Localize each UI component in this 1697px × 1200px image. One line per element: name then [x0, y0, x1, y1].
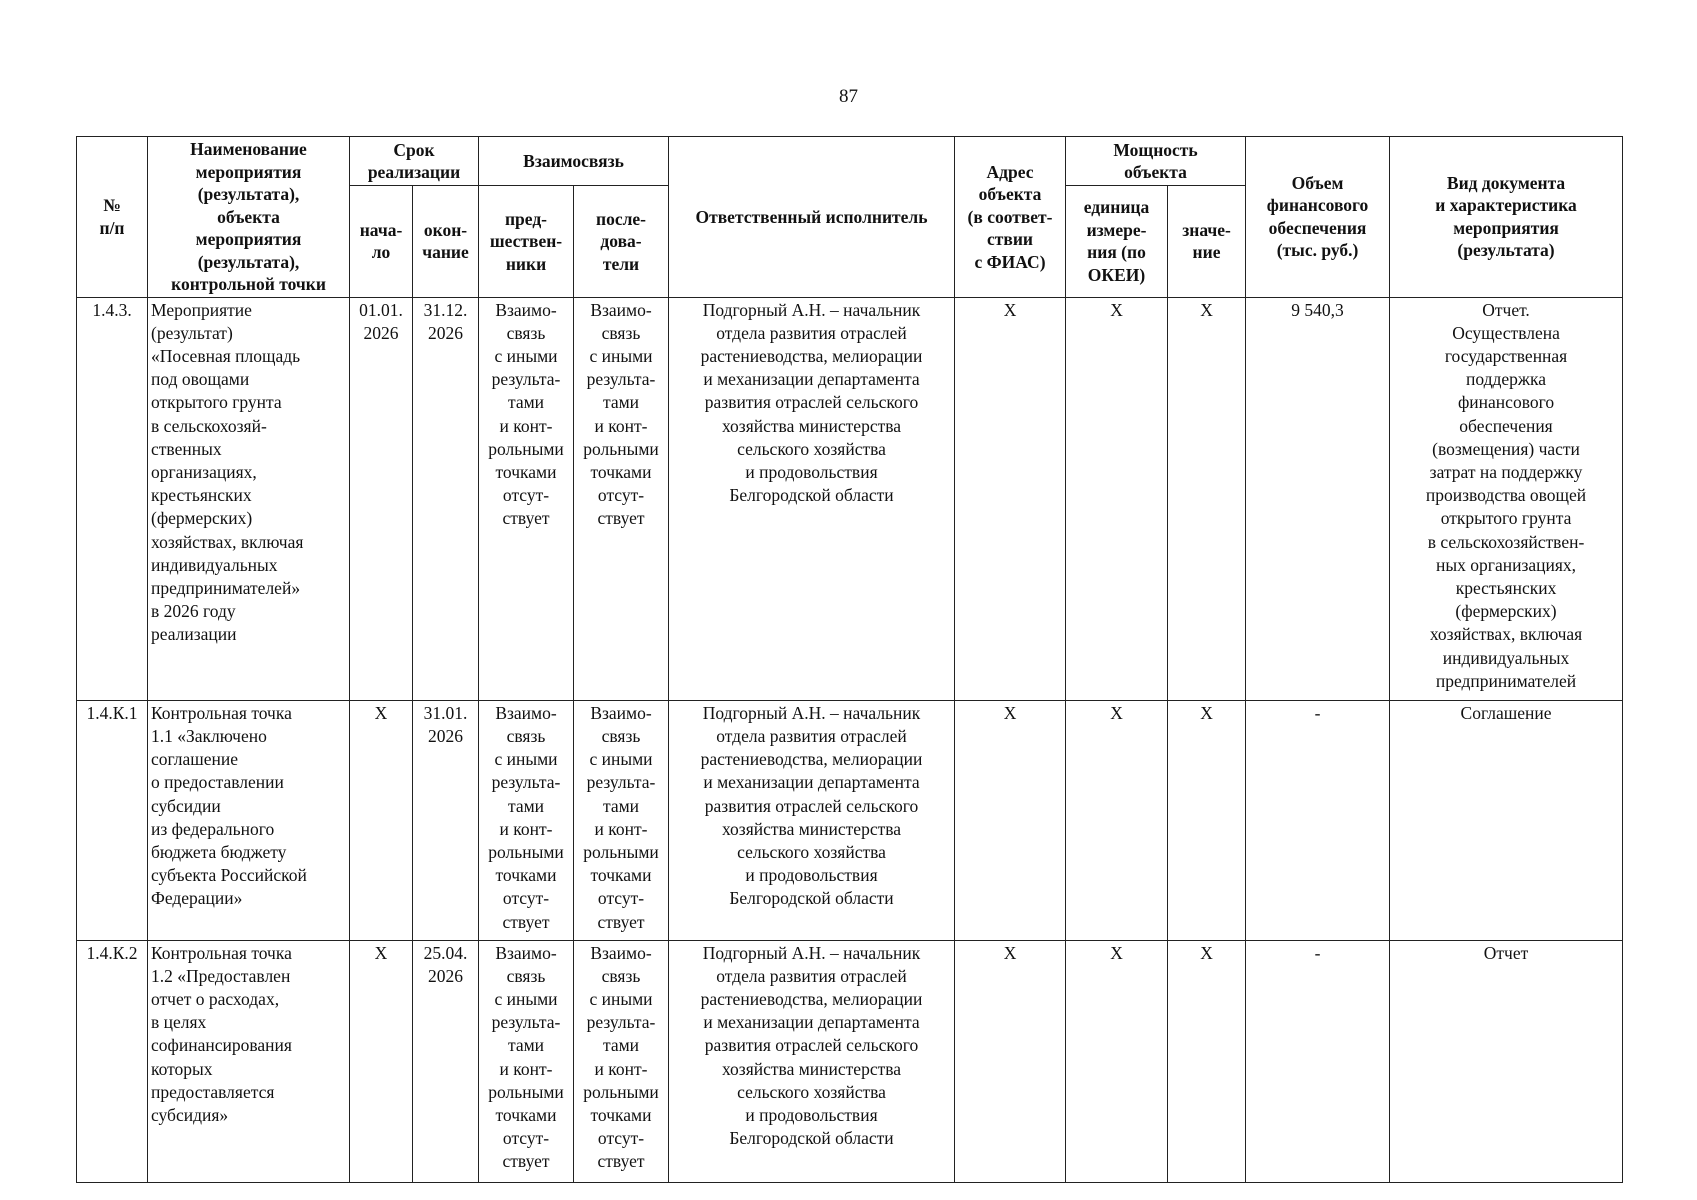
row-finance: - [1246, 940, 1390, 1182]
row-start: 01.01. 2026 [350, 297, 413, 700]
row-num: 1.4.3. [77, 297, 148, 700]
row-value: X [1168, 297, 1246, 700]
row-next: Взаимо- связь с иными результа- тами и конт- рольными точками отсут- ствует [574, 297, 669, 700]
row-doc: Соглашение [1390, 700, 1623, 940]
row-prev: Взаимо- связь с иными результа- тами и конт- рольными точками отсут- ствует [479, 700, 574, 940]
row-address: X [955, 297, 1066, 700]
row-name: Контрольная точка 1.2 «Предоставлен отчет о расходах, в целях софинансирования которых предоставляется субсидия» [148, 940, 350, 1182]
page-number: 87 [839, 86, 858, 107]
row-unit: X [1066, 297, 1168, 700]
row-address: X [955, 700, 1066, 940]
table-row [77, 940, 1623, 1182]
row-end: 25.04. 2026 [413, 940, 479, 1182]
row-unit: X [1066, 940, 1168, 1182]
header-name: Наименование мероприятия (результата), объекта мероприятия (результата), контрольной точки [148, 137, 350, 298]
row-doc: Отчет. Осуществлена государственная поддержка финансового обеспечения (возмещения) части затрат на поддержку производства овощей открытого грунта в сельскохозяйствен- ных организациях, крестьянских (фермерских) хозяйствах, включая индивидуальных предпринимателей [1390, 297, 1623, 700]
row-num: 1.4.К.1 [77, 700, 148, 940]
row-unit: X [1066, 700, 1168, 940]
row-prev: Взаимо- связь с иными результа- тами и конт- рольными точками отсут- ствует [479, 940, 574, 1182]
header-finance: Объем финансового обеспечения (тыс. руб.) [1246, 137, 1390, 298]
header-executor: Ответственный исполнитель [669, 137, 955, 298]
header-period-start: нача- ло [350, 186, 413, 297]
row-value: X [1168, 940, 1246, 1182]
plan-table [76, 136, 1623, 1183]
row-executor: Подгорный А.Н. – начальник отдела развития отраслей растениеводства, мелиорации и механизации департамента развития отраслей сельского хозяйства министерства сельского хозяйства и продовольствия Белгородской области [669, 700, 955, 940]
row-next: Взаимо- связь с иными результа- тами и конт- рольными точками отсут- ствует [574, 700, 669, 940]
row-name: Контрольная точка 1.1 «Заключено соглашение о предоставлении субсидии из федерального бюджета бюджету субъекта Российской Федерации» [148, 700, 350, 940]
table-row [77, 297, 1623, 700]
row-doc: Отчет [1390, 940, 1623, 1182]
header-capacity-unit: единица измере- ния (по ОКЕИ) [1066, 186, 1168, 297]
header-period-end: окон- чание [413, 186, 479, 297]
row-next: Взаимо- связь с иными результа- тами и конт- рольными точками отсут- ствует [574, 940, 669, 1182]
header-capacity-value: значе- ние [1168, 186, 1246, 297]
table-row [77, 700, 1623, 940]
header-relation: Взаимосвязь [479, 137, 669, 186]
row-executor: Подгорный А.Н. – начальник отдела развития отраслей растениеводства, мелиорации и механизации департамента развития отраслей сельского хозяйства министерства сельского хозяйства и продовольствия Белгородской области [669, 940, 955, 1182]
header-address: Адрес объекта (в соответ- ствии с ФИАС) [955, 137, 1066, 298]
header-num: № п/п [77, 137, 148, 298]
row-end: 31.12. 2026 [413, 297, 479, 700]
row-executor: Подгорный А.Н. – начальник отдела развития отраслей растениеводства, мелиорации и механизации департамента развития отраслей сельского хозяйства министерства сельского хозяйства и продовольствия Белгородской области [669, 297, 955, 700]
row-finance: 9 540,3 [1246, 297, 1390, 700]
header-capacity: Мощность объекта [1066, 137, 1246, 186]
row-finance: - [1246, 700, 1390, 940]
row-start: X [350, 700, 413, 940]
row-prev: Взаимо- связь с иными результа- тами и конт- рольными точками отсут- ствует [479, 297, 574, 700]
header-period: Срок реализации [350, 137, 479, 186]
row-address: X [955, 940, 1066, 1182]
row-num: 1.4.К.2 [77, 940, 148, 1182]
row-start: X [350, 940, 413, 1182]
row-name: Мероприятие (результат) «Посевная площадь под овощами открытого грунта в сельскохозяй- ственных организациях, крестьянских (фермерских) хозяйствах, включая индивидуальных предпринимателей» в 2026 году реализации [148, 297, 350, 700]
header-relation-prev: пред- шествен- ники [479, 186, 574, 297]
row-value: X [1168, 700, 1246, 940]
header-relation-next: после- дова- тели [574, 186, 669, 297]
row-end: 31.01. 2026 [413, 700, 479, 940]
table-header [77, 137, 1623, 298]
header-doc-type: Вид документа и характеристика мероприятия (результата) [1390, 137, 1623, 298]
